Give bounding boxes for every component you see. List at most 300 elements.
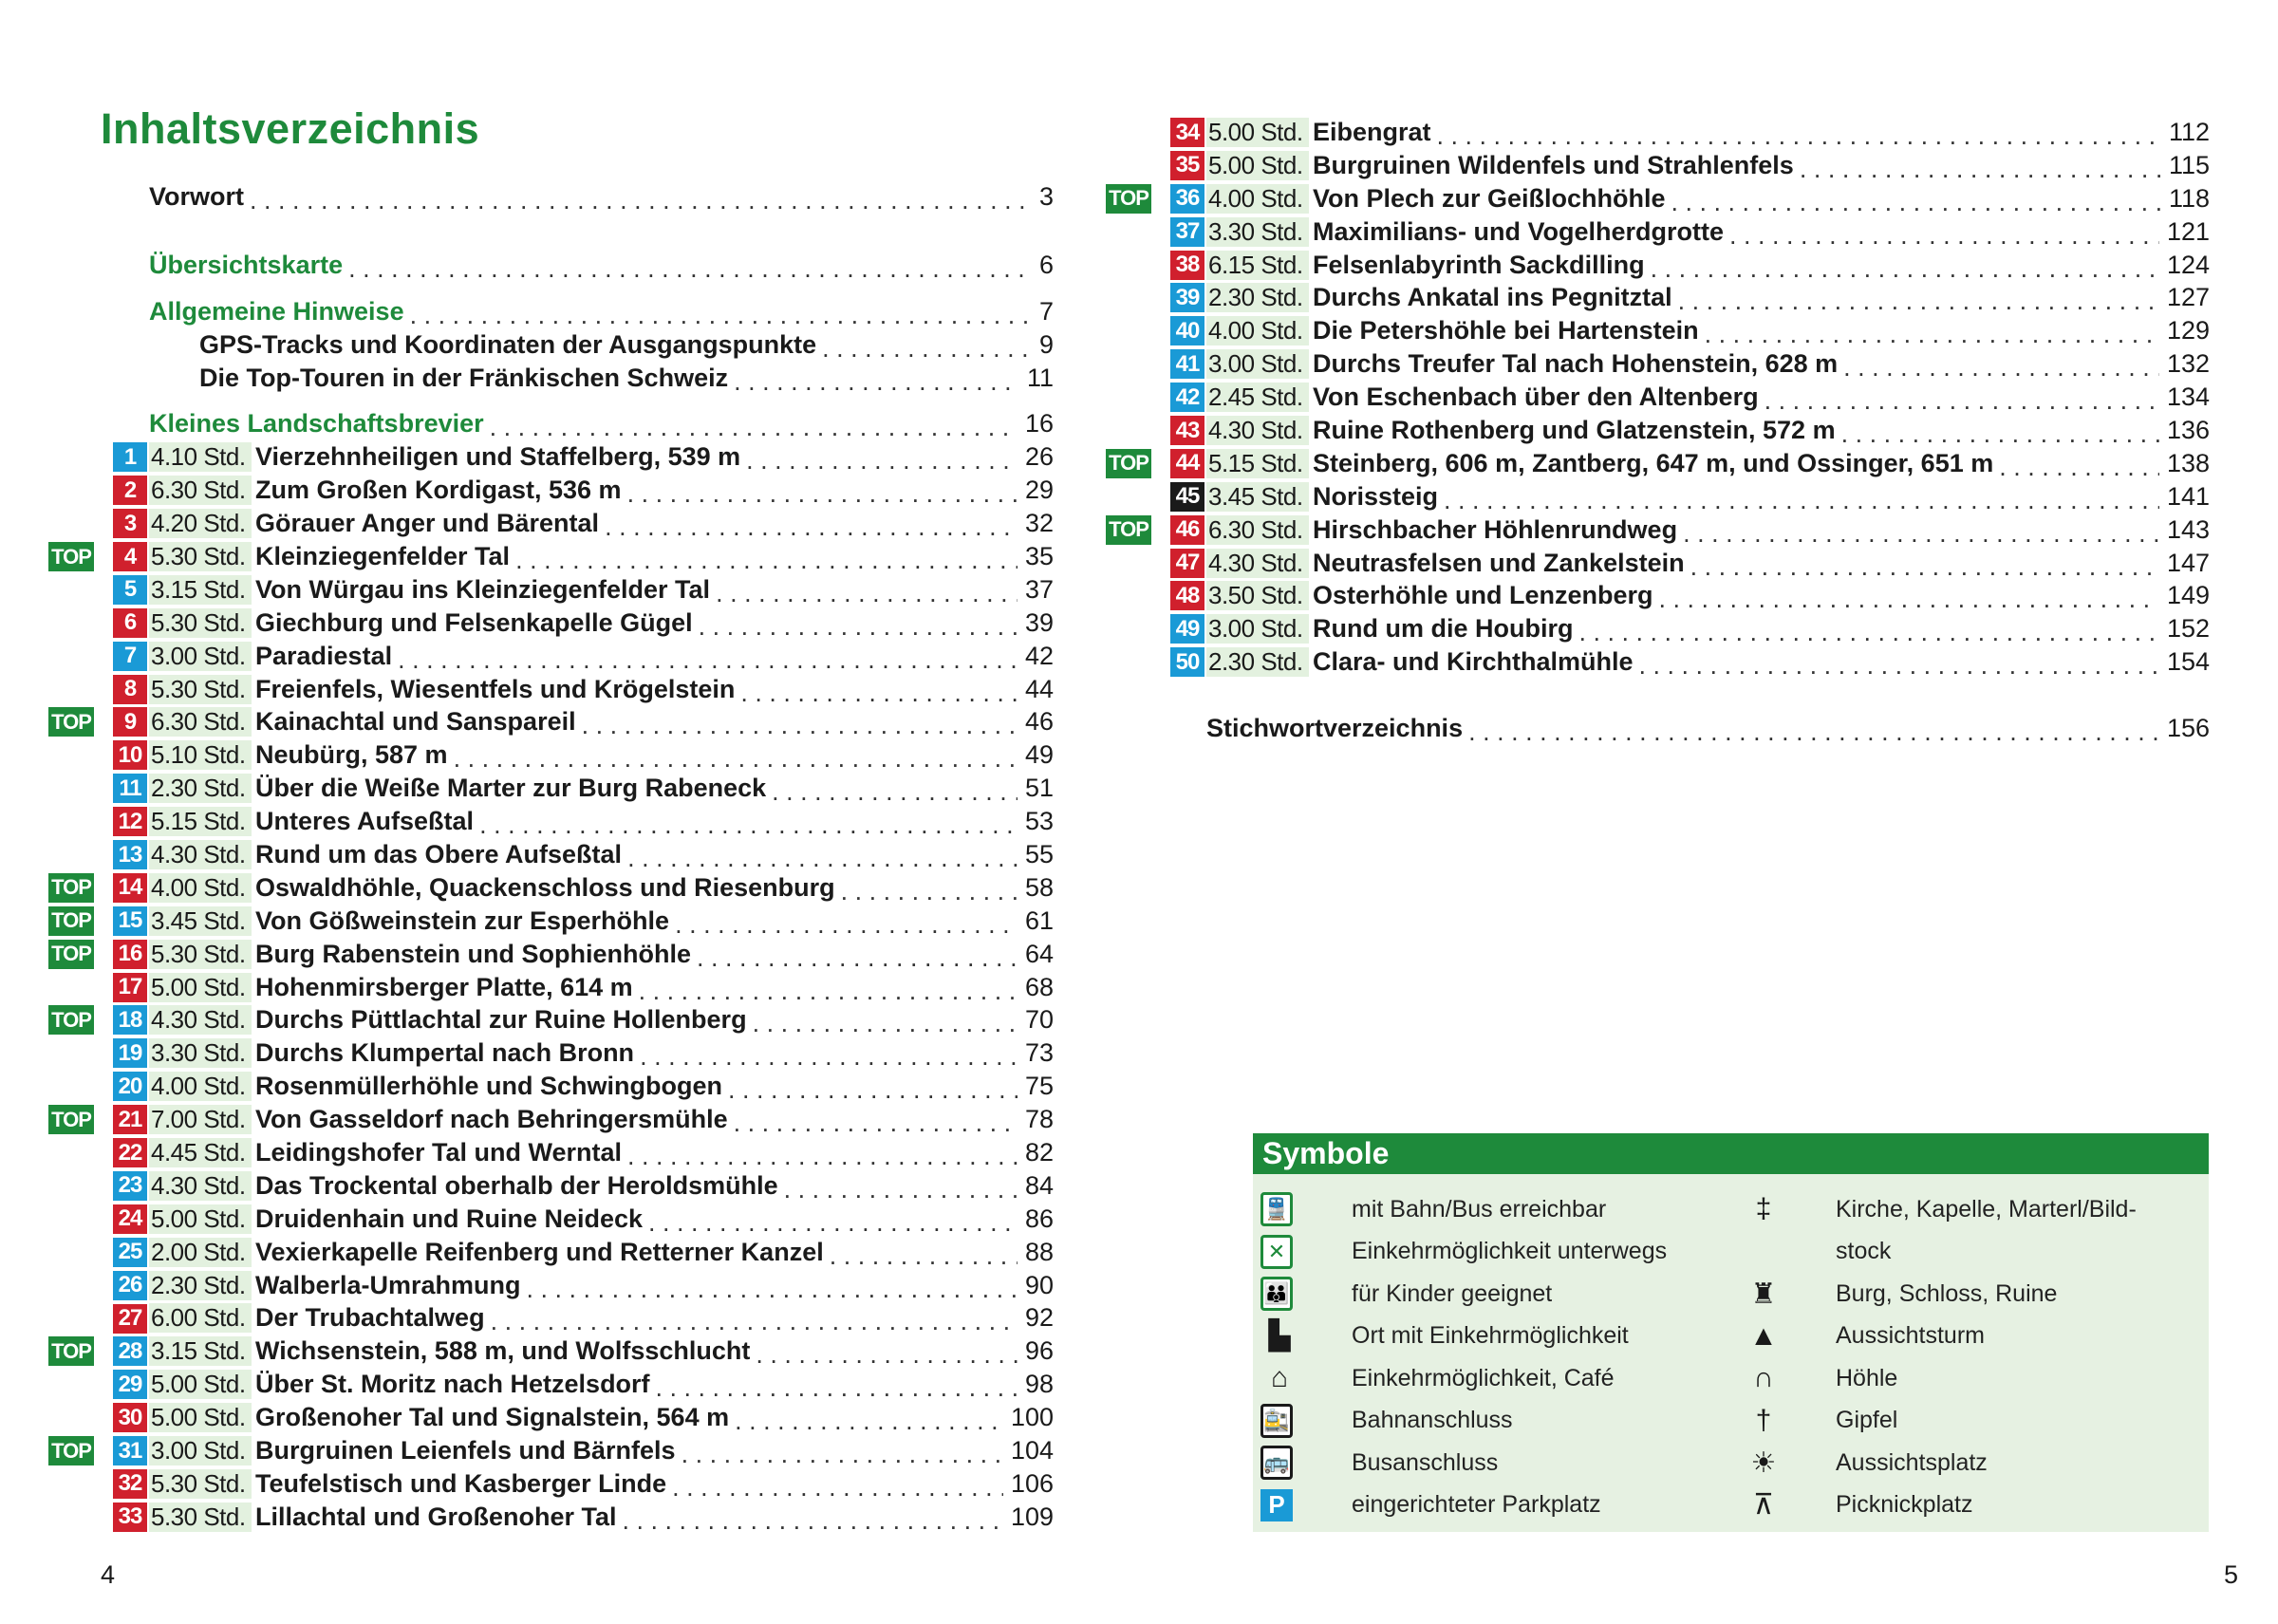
tour-entry[interactable]: [1175, 645, 2210, 679]
top-tour-badge: TOP: [48, 1436, 94, 1465]
tour-name: Norissteig: [1313, 481, 1439, 511]
tour-name: Burgruinen Wildenfels und Strahlenfels: [1313, 150, 1794, 179]
tour-page: 39: [1024, 607, 1054, 637]
tour-entry[interactable]: [1175, 347, 2210, 381]
tour-entry[interactable]: [1109, 513, 2210, 547]
tour-number-badge: 12: [113, 807, 147, 836]
tour-duration: 6.30 Std.: [1206, 515, 1309, 545]
tour-entry[interactable]: [123, 507, 1054, 540]
tour-entry[interactable]: [118, 1136, 1054, 1169]
tour-name: Unteres Aufseßtal: [255, 807, 475, 836]
tour-number-badge: 47: [1170, 549, 1204, 578]
tour-badges: [1106, 515, 1204, 545]
tour-entry[interactable]: [1175, 612, 2210, 645]
symbol-entry: [1260, 1316, 1716, 1358]
tour-page: 152: [2166, 614, 2210, 644]
tour-entry[interactable]: [1175, 116, 2210, 149]
symbol-label: Einkehrmöglichkeit, Café: [1352, 1364, 1615, 1391]
rest-stop-icon: ✕: [1260, 1235, 1293, 1269]
tour-number-badge: 27: [113, 1304, 147, 1334]
bus-icon: 🚌: [1260, 1446, 1293, 1480]
tour-duration: 5.00 Std.: [1206, 118, 1309, 147]
tour-name: Der Trubachtalweg: [255, 1303, 485, 1333]
toc-entry-page: 6: [1038, 250, 1054, 279]
symbol-entry: [1745, 1484, 2200, 1527]
tour-badges: [48, 940, 147, 969]
tour-entry[interactable]: [123, 640, 1054, 673]
tour-name: Neubürg, 587 m: [255, 740, 448, 770]
tour-number-badge: 38: [1170, 251, 1204, 280]
tour-number-badge: 49: [1170, 614, 1204, 644]
tour-entry[interactable]: [123, 474, 1054, 507]
symbol-label: Picknickplatz: [1836, 1491, 1973, 1519]
symbol-label: stock: [1836, 1238, 1892, 1265]
tour-duration: 5.00 Std.: [1206, 151, 1309, 180]
tour-duration: 5.30 Std.: [149, 1503, 252, 1532]
tour-duration: 5.00 Std.: [149, 1204, 252, 1234]
top-tour-badge: TOP: [48, 906, 94, 936]
tour-entry[interactable]: [1175, 314, 2210, 347]
tour-name: Durchs Treufer Tal nach Hohenstein, 628 m: [1313, 349, 1839, 379]
tour-duration: 3.50 Std.: [1206, 581, 1309, 610]
tour-badges: [1106, 151, 1204, 180]
tour-page: 136: [2166, 415, 2210, 444]
tour-duration: 5.15 Std.: [149, 807, 252, 836]
tour-page: 129: [2166, 316, 2210, 345]
tour-entry[interactable]: [119, 772, 1054, 805]
tour-page: 106: [1010, 1468, 1054, 1498]
tour-page: 154: [2166, 647, 2210, 677]
symbol-label: eingerichteter Parkplatz: [1352, 1491, 1601, 1519]
tour-duration: 2.30 Std.: [149, 1271, 252, 1300]
tour-number-badge: 44: [1170, 449, 1204, 478]
tour-duration: 5.30 Std.: [149, 1469, 252, 1499]
tour-name: Hirschbacher Höhlenrundweg: [1313, 514, 1678, 544]
tour-badges: [48, 1403, 147, 1432]
tour-number-badge: 22: [113, 1138, 147, 1167]
tour-number-badge: 11: [113, 774, 147, 803]
tour-page: 98: [1024, 1370, 1054, 1399]
tour-badges: [1106, 316, 1204, 345]
tour-entry[interactable]: [51, 1103, 1054, 1136]
tour-page: 68: [1024, 972, 1054, 1001]
tour-number-badge: 1: [113, 442, 147, 472]
tour-duration: 3.00 Std.: [1206, 614, 1309, 644]
symbol-entry: [1745, 1316, 2200, 1358]
toc-right: [1109, 116, 2210, 745]
top-tour-badge: TOP: [48, 707, 94, 737]
toc-entry-gps[interactable]: [149, 328, 1054, 362]
tour-entry[interactable]: [118, 805, 1054, 838]
tour-entry[interactable]: [1175, 579, 2210, 612]
tour-name: Lillachtal und Großenoher Tal: [255, 1502, 617, 1531]
tour-entry[interactable]: [118, 1203, 1054, 1236]
tour-duration: 3.00 Std.: [1206, 349, 1309, 379]
symbol-label: mit Bahn/Bus erreichbar: [1352, 1195, 1607, 1223]
tour-entry[interactable]: [118, 838, 1054, 871]
tour-duration: 4.30 Std.: [1206, 416, 1309, 445]
tour-duration: 2.30 Std.: [1206, 647, 1309, 677]
cafe-house-icon: ⌂: [1270, 1362, 1289, 1394]
tour-badges: [1106, 383, 1204, 412]
page-number-right: 5: [2223, 1560, 2238, 1589]
tour-duration: 3.15 Std.: [149, 575, 252, 605]
tour-duration: 6.30 Std.: [149, 707, 252, 737]
tour-name: Wichsenstein, 588 m, und Wolfsschlucht: [255, 1336, 751, 1366]
tour-number-badge: 28: [113, 1336, 147, 1366]
tour-duration: 4.20 Std.: [149, 509, 252, 538]
tour-page: 84: [1024, 1170, 1054, 1200]
tour-badges: [48, 1370, 147, 1399]
tour-page: 88: [1024, 1237, 1054, 1266]
symbol-label: Ort mit Einkehrmöglichkeit: [1352, 1322, 1629, 1350]
tour-number-badge: 15: [113, 906, 147, 936]
symbol-column-left: [1260, 1188, 1716, 1526]
tour-entry[interactable]: [118, 1401, 1054, 1434]
tour-name: Vierzehnheiligen und Staffelberg, 539 m: [255, 442, 741, 472]
tour-duration: 3.30 Std.: [149, 1038, 252, 1068]
tour-entry[interactable]: [118, 1169, 1054, 1203]
tour-duration: 5.00 Std.: [149, 1403, 252, 1432]
tour-duration: 4.00 Std.: [1206, 184, 1309, 214]
tour-badges: [48, 707, 147, 737]
tour-name: Großenoher Tal und Signalstein, 564 m: [255, 1403, 730, 1432]
tour-duration: 4.10 Std.: [149, 442, 252, 472]
tour-number-badge: 13: [113, 840, 147, 869]
tour-badges: [48, 1072, 147, 1101]
tour-badges: [1106, 416, 1204, 445]
toc-entry-uebersichtskarte[interactable]: [149, 249, 1054, 282]
symbol-legend: [1253, 1133, 2209, 1532]
castle-icon: ♜: [1750, 1278, 1777, 1310]
tour-page: 138: [2166, 448, 2210, 477]
tour-entry[interactable]: [118, 1368, 1054, 1401]
tour-duration: 4.30 Std.: [149, 840, 252, 869]
tour-page: 141: [2166, 481, 2210, 511]
tour-page: 51: [1024, 774, 1054, 803]
tour-number-badge: 3: [113, 509, 147, 538]
tour-name: Von Plech zur Geißlochhöhle: [1313, 183, 1666, 213]
tour-duration: 6.15 Std.: [1206, 251, 1309, 280]
tour-page: 29: [1024, 476, 1054, 505]
tour-entry[interactable]: [118, 1302, 1054, 1335]
toc-entry-page: 3: [1038, 181, 1054, 211]
tour-page: 147: [2166, 548, 2210, 577]
tour-number-badge: 16: [113, 940, 147, 969]
tour-name: Kleinziegenfelder Tal: [255, 541, 511, 570]
tour-page: 124: [2166, 250, 2210, 279]
tour-entry[interactable]: [118, 1070, 1054, 1103]
tour-page: 49: [1024, 740, 1054, 770]
tour-entry[interactable]: [1175, 547, 2210, 580]
tour-number-badge: 46: [1170, 515, 1204, 545]
tour-badges: [48, 1038, 147, 1068]
tour-badges: [48, 840, 147, 869]
tour-duration: 4.00 Std.: [149, 1072, 252, 1101]
tour-number-badge: 19: [113, 1038, 147, 1068]
tour-badges: [48, 1271, 147, 1300]
tour-entry[interactable]: [118, 1467, 1054, 1501]
tour-number-badge: 18: [113, 1005, 147, 1035]
tour-entry[interactable]: [1175, 381, 2210, 414]
viewpoint-icon: ☀: [1750, 1447, 1777, 1479]
tour-entry[interactable]: [118, 1036, 1054, 1070]
tour-badges: [48, 476, 147, 505]
tour-name: Felsenlabyrinth Sackdilling: [1313, 250, 1645, 279]
tour-name: Von Gasseldorf nach Behringersmühle: [255, 1105, 728, 1134]
train-bus-icon: 🚆: [1260, 1192, 1293, 1226]
toc-entry-label: Stichwortverzeichnis: [1206, 714, 1464, 743]
tour-badges: [48, 740, 147, 770]
tour-name: Von Gößweinstein zur Esperhöhle: [255, 905, 670, 935]
tour-name: Leidingshofer Tal und Werntal: [255, 1137, 623, 1167]
top-tour-badge: TOP: [1106, 449, 1151, 478]
tour-page: 132: [2166, 349, 2210, 379]
tour-badges: [1106, 647, 1204, 677]
tour-duration: 2.45 Std.: [1206, 383, 1309, 412]
church-icon: ‡: [1755, 1193, 1772, 1225]
tour-number-badge: 25: [113, 1238, 147, 1267]
tour-entry[interactable]: [123, 440, 1054, 474]
tour-page: 53: [1024, 807, 1054, 836]
tour-entry[interactable]: [51, 705, 1054, 738]
tour-number-badge: 39: [1170, 283, 1204, 312]
tour-name: Görauer Anger und Bärental: [255, 509, 600, 538]
toc-entry-label: Allgemeine Hinweise: [149, 296, 404, 326]
tour-entry[interactable]: [1175, 414, 2210, 447]
tour-name: Osterhöhle und Lenzenberg: [1313, 581, 1653, 610]
tour-name: Neutrasfelsen und Zankelstein: [1313, 548, 1685, 577]
tour-name: Teufelstisch und Kasberger Linde: [255, 1468, 667, 1498]
tour-entry[interactable]: [118, 1269, 1054, 1302]
toc-entry-top-touren[interactable]: [149, 362, 1054, 395]
tour-page: 64: [1024, 939, 1054, 968]
tour-badges: [48, 1436, 147, 1465]
tour-entry[interactable]: [118, 971, 1054, 1004]
children-icon: 👪: [1260, 1277, 1293, 1311]
tour-page: 42: [1024, 641, 1054, 670]
tour-entry[interactable]: [51, 938, 1054, 971]
tour-duration: 7.00 Std.: [149, 1105, 252, 1134]
tour-badges: [48, 575, 147, 605]
tour-entry[interactable]: [1109, 447, 2210, 480]
tour-number-badge: 9: [113, 707, 147, 737]
tour-name: Hohenmirsberger Platte, 614 m: [255, 972, 633, 1001]
tour-page: 75: [1024, 1072, 1054, 1101]
tour-duration: 3.00 Std.: [149, 642, 252, 671]
tour-badges: [48, 1204, 147, 1234]
symbol-label: Bahnanschluss: [1352, 1407, 1513, 1434]
tour-number-badge: 4: [113, 542, 147, 571]
parking-icon: P: [1260, 1489, 1293, 1521]
tour-badges: [48, 873, 147, 903]
tour-entry[interactable]: [118, 1236, 1054, 1269]
toc-entry-page: 156: [2166, 714, 2210, 743]
symbol-entry: [1260, 1231, 1716, 1274]
tour-badges: [48, 807, 147, 836]
toc-left: [51, 180, 1054, 1534]
tour-badges: [48, 1238, 147, 1267]
symbol-entry: [1260, 1188, 1716, 1231]
tour-entry[interactable]: [1175, 149, 2210, 182]
tour-name: Oswaldhöhle, Quackenschloss und Riesenburg: [255, 872, 835, 902]
tour-name: Durchs Klumpertal nach Bronn: [255, 1038, 635, 1068]
page-title: Inhaltsverzeichnis: [101, 104, 480, 153]
tour-badges: [48, 1105, 147, 1134]
tour-badges: [48, 442, 147, 472]
symbol-label: für Kinder geeignet: [1352, 1279, 1553, 1307]
tour-entry[interactable]: [51, 1335, 1054, 1368]
tour-page: 86: [1024, 1204, 1054, 1233]
symbol-label: Busanschluss: [1352, 1448, 1499, 1476]
page-number-left: 4: [101, 1560, 116, 1589]
tour-page: 127: [2166, 283, 2210, 312]
symbol-entry: [1745, 1400, 2200, 1443]
toc-entry-label: GPS-Tracks und Koordinaten der Ausgangspunkte: [199, 329, 817, 359]
tour-entry[interactable]: [1109, 182, 2210, 215]
toc-entry-label: Vorwort: [149, 181, 244, 211]
tour-entry[interactable]: [51, 905, 1054, 938]
symbol-entry: [1260, 1484, 1716, 1527]
tour-entry[interactable]: [51, 1434, 1054, 1467]
tour-number-badge: 36: [1170, 184, 1204, 214]
symbol-label: Einkehrmöglichkeit unterwegs: [1352, 1238, 1668, 1265]
tour-number-badge: 17: [113, 973, 147, 1002]
tour-name: Ruine Rothenberg und Glatzenstein, 572 m: [1313, 415, 1836, 444]
tour-duration: 5.30 Std.: [149, 675, 252, 704]
tour-duration: 2.00 Std.: [149, 1238, 252, 1267]
tour-number-badge: 14: [113, 873, 147, 903]
tour-duration: 5.30 Std.: [149, 542, 252, 571]
tour-page: 104: [1010, 1436, 1054, 1465]
tour-number-badge: 35: [1170, 151, 1204, 180]
tour-page: 58: [1024, 872, 1054, 902]
tour-entry[interactable]: [1175, 281, 2210, 314]
tour-number-badge: 42: [1170, 383, 1204, 412]
tour-entry[interactable]: [123, 673, 1054, 706]
village-icon: ▙: [1268, 1320, 1291, 1353]
tour-entry[interactable]: [51, 871, 1054, 905]
tour-number-badge: 31: [113, 1436, 147, 1465]
tour-entry[interactable]: [123, 607, 1054, 640]
tour-page: 70: [1024, 1005, 1054, 1035]
tour-entry[interactable]: [51, 1003, 1054, 1036]
tour-name: Rund um das Obere Aufseßtal: [255, 839, 623, 868]
top-tour-badge: TOP: [1106, 515, 1151, 545]
tour-entry[interactable]: [118, 738, 1054, 772]
tour-name: Von Würgau ins Kleinziegenfelder Tal: [255, 574, 711, 604]
tour-badges: [48, 1336, 147, 1366]
tour-number-badge: 8: [113, 675, 147, 704]
tour-name: Die Petershöhle bei Hartenstein: [1313, 316, 1699, 345]
tour-name: Eibengrat: [1313, 117, 1431, 146]
tour-name: Steinberg, 606 m, Zantberg, 647 m, und Ossinger, 651 m: [1313, 448, 1994, 477]
tour-name: Druidenhain und Ruine Neideck: [255, 1204, 644, 1233]
tour-number-badge: 33: [113, 1503, 147, 1532]
toc-entry-page: 9: [1038, 329, 1054, 359]
tour-badges: [48, 774, 147, 803]
top-tour-badge: TOP: [1106, 184, 1151, 214]
top-tour-badge: TOP: [48, 873, 94, 903]
tour-name: Rund um die Houbirg: [1313, 614, 1574, 644]
tour-duration: 5.30 Std.: [149, 940, 252, 969]
tour-number-badge: 45: [1170, 482, 1204, 512]
tour-duration: 2.30 Std.: [149, 774, 252, 803]
tour-name: Clara- und Kirchthalmühle: [1313, 647, 1634, 677]
toc-entry-page: 7: [1038, 296, 1054, 326]
tour-badges: [1106, 349, 1204, 379]
tour-entry[interactable]: [51, 540, 1054, 573]
tour-duration: 4.30 Std.: [149, 1005, 252, 1035]
tour-page: 109: [1010, 1502, 1054, 1531]
symbol-legend-title: Symbole: [1253, 1133, 2209, 1174]
tour-page: 26: [1024, 442, 1054, 472]
tour-badges: [48, 509, 147, 538]
tour-duration: 2.30 Std.: [1206, 283, 1309, 312]
tour-badges: [1106, 118, 1204, 147]
tour-name: Zum Großen Kordigast, 536 m: [255, 476, 622, 505]
tour-number-badge: 32: [113, 1469, 147, 1499]
tour-entry[interactable]: [1175, 215, 2210, 249]
tour-badges: [48, 1503, 147, 1532]
tour-badges: [1106, 449, 1204, 478]
tour-entry[interactable]: [118, 1501, 1054, 1534]
symbol-entry: [1745, 1357, 2200, 1400]
tour-number-badge: 34: [1170, 118, 1204, 147]
toc-entry-landschaftsbrevier[interactable]: [149, 407, 1054, 440]
symbol-entry: [1745, 1273, 2200, 1316]
tour-badges: [1106, 549, 1204, 578]
tour-number-badge: 5: [113, 575, 147, 605]
tour-page: 46: [1024, 707, 1054, 737]
tour-number-badge: 2: [113, 476, 147, 505]
tour-badges: [48, 542, 147, 571]
tour-duration: 5.00 Std.: [149, 973, 252, 1002]
tour-name: Von Eschenbach über den Altenberg: [1313, 383, 1759, 412]
toc-entry-vorwort[interactable]: [149, 180, 1054, 214]
tour-page: 92: [1024, 1303, 1054, 1333]
toc-entry-stichwortverzeichnis[interactable]: [1206, 712, 2210, 745]
tour-duration: 3.15 Std.: [149, 1336, 252, 1366]
tour-page: 78: [1024, 1105, 1054, 1134]
top-tour-badge: TOP: [48, 1005, 94, 1035]
tour-duration: 6.00 Std.: [149, 1303, 252, 1333]
symbol-column-right: [1745, 1188, 2200, 1526]
tour-name: Walberla-Umrahmung: [255, 1270, 521, 1299]
tour-duration: 4.30 Std.: [1206, 549, 1309, 578]
tour-number-badge: 41: [1170, 349, 1204, 379]
tour-badges: [48, 1469, 147, 1499]
tour-entry[interactable]: [1175, 480, 2210, 513]
tour-number-badge: 10: [113, 740, 147, 770]
tour-badges: [1106, 482, 1204, 512]
tour-name: Vexierkapelle Reifenberg und Retterner Kanzel: [255, 1237, 824, 1266]
tour-number-badge: 20: [113, 1072, 147, 1101]
tour-entry[interactable]: [1175, 249, 2210, 282]
tour-page: 37: [1024, 574, 1054, 604]
tour-name: Paradiestal: [255, 641, 393, 670]
symbol-label: Aussichtsturm: [1836, 1322, 1985, 1350]
toc-entry-hinweise[interactable]: [149, 295, 1054, 328]
tour-badges: [1106, 283, 1204, 312]
symbol-label: Kirche, Kapelle, Marterl/Bild-: [1836, 1195, 2137, 1223]
tour-entry[interactable]: [123, 573, 1054, 607]
train-station-icon: 🚉: [1260, 1404, 1293, 1438]
tour-duration: 6.30 Std.: [149, 476, 252, 505]
tour-duration: 4.45 Std.: [149, 1138, 252, 1167]
symbol-entry: [1260, 1442, 1716, 1484]
tour-badges: [48, 642, 147, 671]
